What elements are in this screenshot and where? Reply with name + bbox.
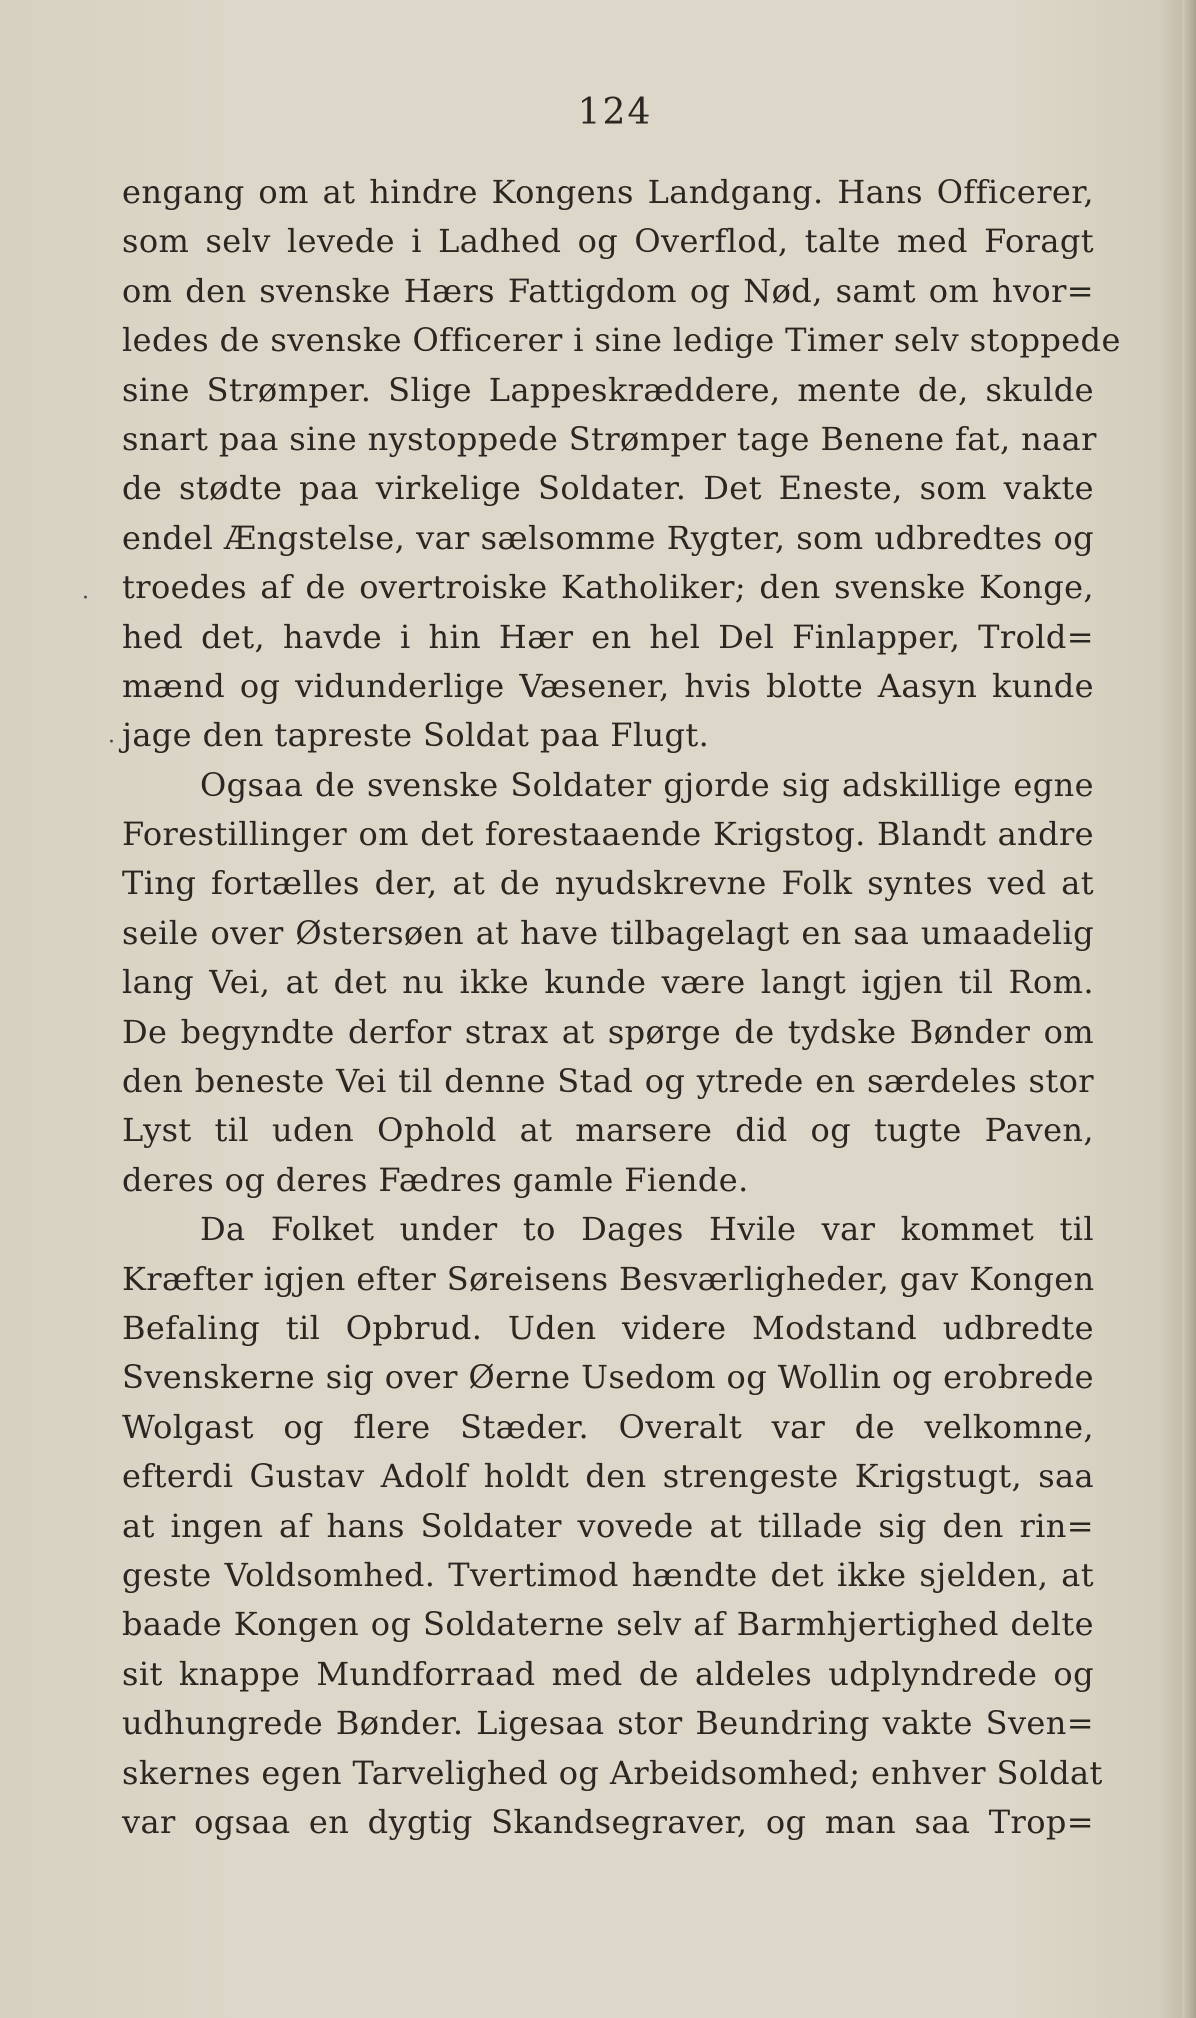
text-line: ledes de svenske Officerer i sine ledige Timer selv stoppede [122,321,1121,360]
text-line: som selv levede i Ladhed og Overflod, talte med Foragt [122,222,1094,261]
text-line: skernes egen Tarvelighed og Arbeidsomhed; enhver Soldat [122,1753,1103,1792]
text-line: udhungrede Bønder. Ligesaa stor Beundring vakte Sven= [122,1704,1094,1743]
text-line: endel Ængstelse, var sælsomme Rygter, som udbredtes og [122,518,1094,557]
text-line: sit knappe Mundforraad med de aldeles udplyndrede og [122,1654,1094,1693]
text-line: sine Strømper. Slige Lappeskræddere, mente de, skulde [122,370,1094,409]
text-line: hed det, havde i hin Hær en hel Del Finlapper, Trold= [122,617,1094,656]
text-line: mænd og vidunderlige Væsener, hvis blotte Aasyn kunde [122,666,1094,705]
text-line: efterdi Gustav Adolf holdt den strengeste Krigstugt, saa [122,1457,1094,1496]
text-line: Da Folket under to Dages Hvile var kommet til [200,1210,1094,1249]
text-line: at ingen af hans Soldater vovede at tillade sig den rin= [122,1506,1094,1545]
page-number: 124 [577,92,653,133]
text-line: den beneste Vei til denne Stad og ytrede en særdeles stor [122,1062,1094,1101]
text-line: de stødte paa virkelige Soldater. Det Eneste, som vakte [122,469,1094,508]
text-line: Forestillinger om det forestaaende Krigstog. Blandt andre [122,815,1094,854]
text-line: troedes af de overtroiske Katholiker; den svenske Konge, [122,568,1094,607]
text-line: deres og deres Fædres gamle Fiende. [122,1160,749,1199]
body-text [122,168,1121,1847]
text-line: Ting fortælles der, at de nyudskrevne Folk syntes ved at [122,864,1094,903]
text-line: jage den tapreste Soldat paa Flugt. [122,716,710,755]
text-line: Ogsaa de svenske Soldater gjorde sig adskillige egne [200,765,1094,804]
text-line: Wolgast og flere Stæder. Overalt var de velkomne, [122,1407,1094,1446]
text-line: om den svenske Hærs Fattigdom og Nød, samt om hvor= [122,271,1094,310]
text-line: seile over Østersøen at have tilbagelagt en saa umaadelig [122,913,1094,952]
text-line: snart paa sine nystoppede Strømper tage Benene fat, naar [122,419,1097,458]
text-line: Befaling til Opbrud. Uden videre Modstand udbredte [122,1308,1094,1347]
text-line: engang om at hindre Kongens Landgang. Hans Officerer, [122,173,1094,211]
text-line: Kræfter igjen efter Søreisens Besværligheder, gav Kongen [122,1259,1095,1298]
text-line: Svenskerne sig over Øerne Usedom og Wollin og erobrede [122,1358,1094,1397]
margin-dot-mark: · [82,586,89,611]
text-line: lang Vei, at det nu ikke kunde være langt igjen til Rom. [122,963,1094,1002]
text-line: var ogsaa en dygtig Skandsegraver, og man saa Trop= [122,1802,1094,1841]
text-line: baade Kongen og Soldaterne selv af Barmhjertighed delte [122,1605,1094,1644]
text-line: Lyst til uden Ophold at marsere did og tugte Paven, [122,1111,1094,1150]
page-edge [1182,0,1196,2018]
margin-dot-mark: · [108,730,115,755]
text-line: De begyndte derfor strax at spørge de tydske Bønder om [122,1012,1094,1051]
text-line: geste Voldsomhed. Tvertimod hændte det ikke sjelden, at [122,1555,1094,1594]
